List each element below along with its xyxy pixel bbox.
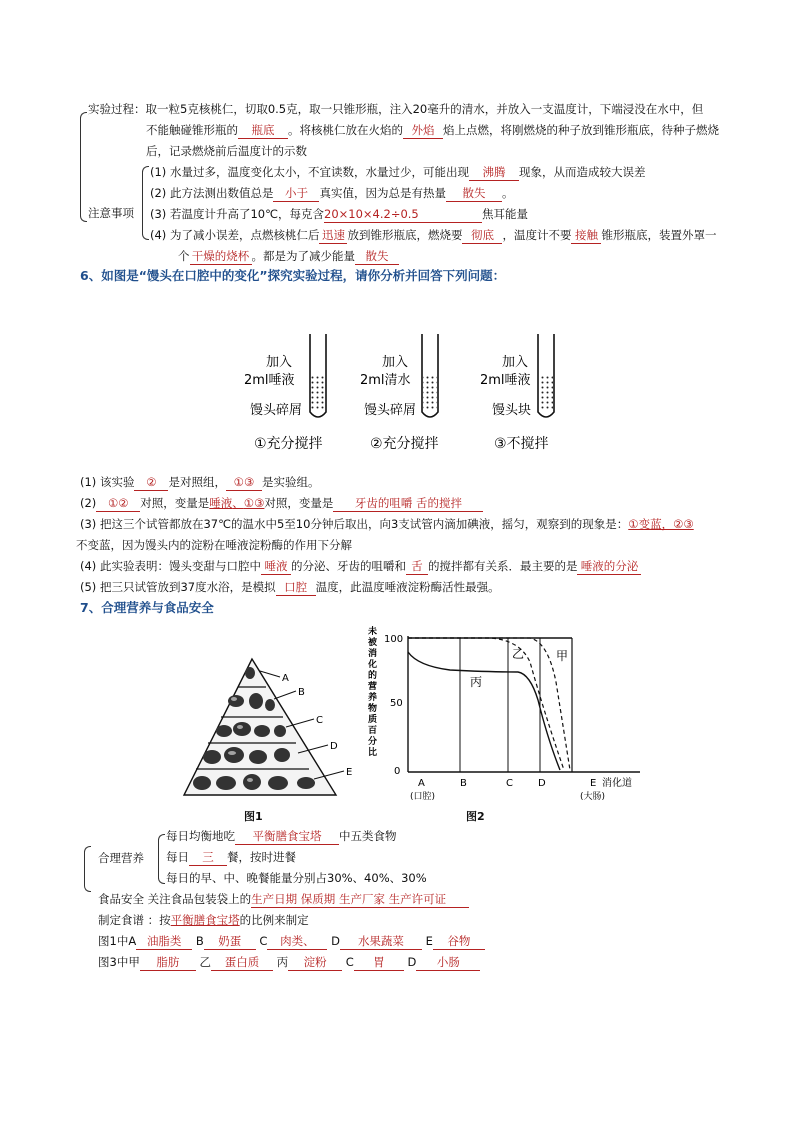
exp-text: 不能触碰锥形瓶的 — [146, 123, 238, 137]
exp-line-2 — [146, 122, 719, 139]
q6-answer-3-cont — [76, 537, 352, 553]
fig1-key: B — [195, 934, 204, 948]
exp-text: 焰上点燃，将刚燃烧的种子放到锥形瓶底，待种子燃烧 — [443, 123, 719, 137]
curve-label-bing: 丙 — [470, 675, 483, 689]
xtick-d: D — [538, 778, 546, 789]
fig3-key: 乙 — [199, 955, 211, 969]
note-text: 真实值，因为总是有热量 — [319, 186, 446, 200]
exp-line-3 — [146, 143, 307, 159]
answer-text: ①变蓝，②③ — [628, 517, 694, 531]
curve-yi — [408, 638, 564, 770]
q6-text: 是实验组。 — [261, 475, 320, 489]
note-text: 现象，从而造成较大误差 — [518, 165, 646, 179]
answer-blank: 淀粉 — [288, 955, 342, 971]
fig3-key: C — [345, 955, 354, 969]
nutrition-text: 的比例来制定 — [239, 913, 309, 927]
note-text: (3) 若温度计升高了10℃，每克含 — [150, 207, 324, 221]
tube-2-sample: 馒头碎屑 — [364, 403, 417, 418]
test-tube-figure — [240, 330, 580, 460]
answer-blank: 脂肪 — [140, 955, 196, 971]
notes-brace — [142, 166, 149, 240]
curve-bing — [408, 652, 560, 770]
experiment-brace — [80, 112, 87, 222]
tube-1-sample: 馒头碎屑 — [250, 403, 303, 418]
ylabel-char: 消 — [368, 649, 378, 659]
answer-blank: 唾液 — [261, 559, 291, 575]
ylabel-char: 的 — [368, 671, 378, 681]
answer-blank: 20×10×4.2÷0.5 — [324, 207, 482, 223]
nutrition-outer-brace — [84, 846, 91, 892]
ylabel-char: 未 — [368, 627, 378, 637]
curve-jia — [408, 638, 570, 770]
ylabel-char: 营 — [368, 682, 378, 692]
answer-blank: 肉类、 — [267, 934, 327, 950]
q6-answer-2 — [80, 495, 483, 512]
q7-heading: 7、合理营养与食品安全 — [80, 600, 214, 615]
curve-label-yi: 乙 — [512, 647, 525, 661]
ytick-0: 0 — [394, 766, 401, 777]
figure-2-caption: 图2 — [466, 810, 485, 823]
pyramid-label-d: D — [330, 741, 338, 752]
answer-blank: 外焰 — [403, 123, 443, 139]
test-tube-2 — [360, 334, 439, 452]
answer-blank: 三 — [189, 850, 227, 866]
xtick-c: C — [506, 778, 513, 789]
fig3-prefix: 图3中甲 — [98, 955, 140, 969]
nutrition-text: 每日均衡地吃 — [166, 829, 235, 843]
pyramid-label-e: E — [346, 767, 353, 778]
q6-text: ，因为馒头内的淀粉在唾液淀粉酶的作用下分解 — [110, 538, 352, 552]
fig3-key: D — [407, 955, 417, 969]
xsub-left: (口腔) — [410, 792, 436, 802]
note-text: (1) 水量过多，温度变化太小，不宜读数，水量过少，可能出现 — [150, 165, 469, 179]
answer-text: 、 — [232, 496, 244, 510]
xlabel: 消化道 — [602, 778, 632, 789]
tube-1-condition: ①充分搅拌 — [254, 436, 323, 452]
ylabel-char: 百 — [368, 726, 378, 736]
answer-blank: 干燥的烧杯 — [190, 249, 252, 265]
digestion-graph-figure — [360, 622, 650, 802]
nutrition-label: 合理营养 — [98, 851, 144, 865]
answer-blank: 接触 — [571, 228, 601, 244]
q6-text: 对照，变量是 — [264, 496, 334, 510]
answer-blank: 小肠 — [416, 955, 480, 971]
nutrition-text: 制定食谱 ：按 — [98, 913, 171, 927]
q6-text: (5) 把三只试管放到37度水浴，是模拟 — [80, 580, 276, 594]
answer-blank: 唾液的分泌 — [577, 559, 641, 575]
tube-3-add: 加入 — [502, 355, 529, 370]
menu-row — [98, 912, 309, 928]
note-text: 。 — [501, 186, 514, 200]
note-text: ，温度计不要 — [502, 228, 572, 242]
q6-answer-5 — [80, 579, 500, 596]
xsub-right: (大肠) — [580, 792, 606, 802]
xtick-e: E — [590, 778, 597, 789]
q6-text: 的搅拌都有关系．最主要的是 — [427, 559, 578, 573]
answer-blank: 牙齿的咀嚼 舌的搅拌 — [333, 496, 483, 512]
nutrition-text: 中五类食物 — [339, 829, 397, 843]
xtick-b: B — [460, 778, 467, 789]
answer-blank: 散失 — [355, 249, 399, 265]
answer-blank: 迅速 — [319, 228, 347, 244]
tube-2-add: 加入 — [382, 355, 409, 370]
q6-answer-4 — [80, 558, 641, 575]
note-3 — [150, 206, 528, 223]
note-text: 焦耳能量 — [482, 207, 528, 221]
answer-blank: 散失 — [446, 186, 502, 202]
ylabel-char: 比 — [368, 748, 378, 758]
test-tube-3 — [480, 334, 554, 452]
answer-blank: 蛋白质 — [211, 955, 273, 971]
q6-text: 温度，此温度唾液淀粉酶活性最强。 — [315, 580, 500, 594]
answer-text: ①③ — [243, 496, 265, 510]
nutrition-text: 餐，按时进餐 — [227, 850, 296, 864]
nutrition-text: 食品安全 关注食品包装袋上的 — [98, 892, 252, 906]
answer-text: 平衡膳食宝塔 — [170, 913, 240, 927]
tube-2-liquid: 2ml清水 — [360, 373, 411, 388]
fig3-answer-row — [98, 954, 480, 971]
q6-answer-1 — [80, 474, 319, 491]
tube-3-condition: ③不搅拌 — [494, 436, 549, 452]
note-4 — [150, 227, 716, 244]
q6-heading: 6、如图是“馒头在口腔中的变化”探究实验过程，请你分析并回答下列问题： — [80, 268, 506, 283]
test-tube-1 — [244, 334, 326, 452]
ylabel-char: 分 — [368, 737, 378, 747]
ytick-100: 100 — [384, 634, 404, 645]
q6-text: (3) 把这三个试管都放在37℃的温水中5至10分钟后取出，向3支试管内滴加碘液，摇匀，观察到的现象是： — [80, 517, 629, 531]
note-text: 放到锥形瓶底，燃烧要 — [347, 228, 463, 242]
note-5 — [178, 248, 399, 265]
tube-1-add: 加入 — [266, 355, 293, 370]
q6-text: 对照，变量是 — [140, 496, 210, 510]
ytick-50: 50 — [390, 698, 403, 709]
notes-label: 注意事项 — [88, 206, 134, 220]
answer-blank: ② — [134, 475, 168, 491]
note-text: 个 — [178, 249, 190, 263]
fig1-key: E — [425, 934, 433, 948]
nutrition-row-3: 每日的早、中、晚餐能量分别占30%、40%、30% — [166, 871, 427, 885]
answer-text: 唾液 — [209, 496, 233, 510]
answer-blank: 沸腾 — [469, 165, 519, 181]
answer-blank: 口腔 — [276, 580, 316, 596]
answer-blank: 瓶底 — [238, 123, 288, 139]
answer-blank: 平衡膳食宝塔 — [235, 829, 339, 845]
fig1-key: D — [331, 934, 340, 948]
nutrition-row-1 — [166, 828, 397, 845]
exp-text: 后，记录燃烧前后温度计的示数 — [146, 144, 307, 158]
pyramid-label-a: A — [282, 673, 289, 684]
answer-blank: 奶蛋 — [204, 934, 256, 950]
ylabel-char: 养 — [368, 693, 378, 703]
note-2 — [150, 185, 513, 202]
note-text: 锥形瓶底，装置外罩一 — [601, 228, 717, 242]
xtick-a: A — [418, 778, 425, 789]
answer-blank: 小于 — [273, 186, 319, 202]
exp-line-1 — [88, 101, 703, 117]
ylabel-char: 物 — [368, 704, 378, 714]
answer-blank: 生产日期 保质期 生产厂家 生产许可证 — [251, 892, 469, 908]
food-safety-row — [98, 891, 469, 908]
fig1-prefix: 图1中A — [98, 934, 137, 948]
food-pyramid-figure — [176, 655, 366, 805]
tube-3-liquid: 2ml唾液 — [480, 373, 531, 388]
answer-blank: ①② — [96, 496, 140, 512]
pyramid-label-c: C — [316, 715, 323, 726]
note-text: (4) 为了减小误差，点燃核桃仁后 — [150, 228, 320, 242]
answer-blank: 彻底 — [462, 228, 502, 244]
answer-text: 不变蓝 — [76, 538, 111, 552]
fig3-key: 丙 — [276, 955, 289, 969]
answer-blank: 水果蔬菜 — [340, 934, 422, 950]
q6-answer-3 — [80, 516, 694, 532]
tube-3-sample: 馒头块 — [492, 403, 532, 418]
nutrition-text: 每日 — [166, 850, 189, 864]
answer-blank: ①③ — [226, 475, 262, 491]
q6-text: (1) 该实验 — [80, 475, 135, 489]
note-1 — [150, 164, 645, 181]
ylabel-char: 质 — [368, 715, 378, 725]
answer-blank: 舌 — [406, 559, 428, 575]
nutrition-row-2 — [166, 849, 296, 866]
ylabel-char: 被 — [368, 638, 378, 648]
pyramid-label-b: B — [298, 687, 305, 698]
q6-text: 是对照组， — [168, 475, 226, 489]
note-text: 。都是为了减少能量 — [251, 249, 355, 263]
figure-1-caption: 图1 — [244, 810, 263, 823]
fig1-answer-row — [98, 933, 485, 950]
q6-text: (4) 此实验表明：馒头变甜与口腔中 — [80, 559, 261, 573]
answer-blank: 胃 — [354, 955, 404, 971]
note-text: (2) 此方法测出数值总是 — [150, 186, 274, 200]
exp-text: 。将核桃仁放在火焰的 — [288, 123, 403, 137]
tube-1-liquid: 2ml唾液 — [244, 373, 295, 388]
nutrition-inner-brace — [158, 834, 165, 884]
curve-label-jia: 甲 — [556, 649, 569, 663]
q6-text: (2) — [80, 496, 97, 510]
answer-blank: 油脂类 — [136, 934, 192, 950]
answer-blank: 谷物 — [433, 934, 485, 950]
exp-text: 实验过程：取一粒5克核桃仁，切取0.5克，取一只锥形瓶，注入20毫升的清水，并放入一支温度计，下端浸没在水中，但 — [88, 102, 704, 116]
q6-text: 的分泌、牙齿的咀嚼和 — [290, 559, 406, 573]
tube-2-condition: ②充分搅拌 — [370, 436, 439, 452]
fig1-key: C — [259, 934, 268, 948]
graph-ylabel — [367, 625, 378, 758]
ylabel-char: 化 — [368, 660, 378, 670]
